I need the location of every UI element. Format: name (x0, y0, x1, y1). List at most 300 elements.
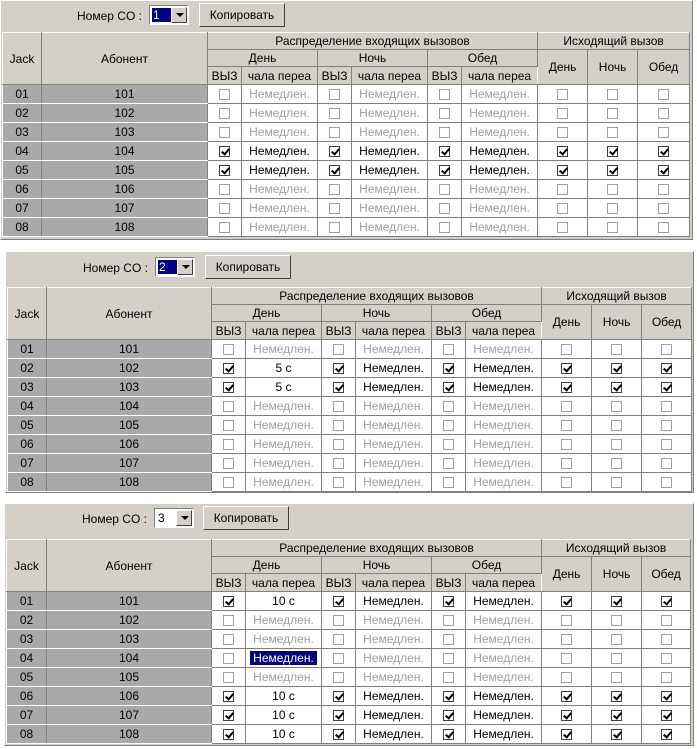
night-delay-value[interactable]: Немедлен. (363, 689, 424, 703)
lunch-vyz-cell (428, 85, 462, 104)
out-night-checkbox[interactable] (611, 615, 622, 626)
out-day-checkbox[interactable] (561, 401, 572, 412)
lunch-vyz-checkbox[interactable] (443, 458, 454, 469)
lunch-delay-value[interactable]: Немедлен. (473, 475, 534, 489)
out-day-checkbox[interactable] (561, 596, 572, 607)
out-lunch-checkbox[interactable] (661, 458, 672, 469)
out-night-cell (592, 416, 642, 435)
night-delay-value[interactable]: Немедлен. (359, 87, 420, 101)
lunch-vyz-cell (432, 630, 466, 649)
lunch-vyz-checkbox[interactable] (439, 203, 450, 214)
out-night-checkbox[interactable] (611, 691, 622, 702)
copy-button[interactable]: Копировать (199, 3, 285, 27)
lunch-delay-value[interactable]: Немедлен. (473, 632, 534, 646)
table-row (3, 218, 690, 237)
day-vyz-checkbox[interactable] (223, 344, 234, 355)
lunch-delay-value[interactable]: Немедлен. (473, 380, 534, 394)
lunch-delay-value[interactable]: Немедлен. (469, 182, 530, 196)
night-vyz-checkbox[interactable] (333, 615, 344, 626)
night-vyz-checkbox[interactable] (333, 477, 344, 488)
out-lunch-checkbox[interactable] (661, 672, 672, 683)
abonent-number: 103 (47, 378, 212, 397)
out-day-checkbox[interactable] (557, 203, 568, 214)
lunch-delay-value[interactable]: Немедлен. (473, 670, 534, 684)
night-vyz-checkbox[interactable] (329, 184, 340, 195)
col-out-day: День (542, 557, 592, 592)
out-lunch-checkbox[interactable] (658, 108, 669, 119)
copy-button[interactable]: Копировать (205, 255, 291, 279)
out-lunch-checkbox[interactable] (661, 653, 672, 664)
night-delay-value[interactable]: Немедлен. (359, 182, 420, 196)
out-lunch-checkbox[interactable] (661, 710, 672, 721)
out-lunch-checkbox[interactable] (658, 203, 669, 214)
day-delay-value[interactable]: Немедлен. (249, 125, 310, 139)
night-vyz-checkbox[interactable] (333, 439, 344, 450)
day-vyz-checkbox[interactable] (223, 420, 234, 431)
out-night-checkbox[interactable] (611, 729, 622, 740)
lunch-vyz-cell (432, 649, 466, 668)
co-panel-3 (4, 503, 694, 746)
lunch-vyz-cell (432, 592, 466, 611)
lunch-vyz-checkbox[interactable] (439, 127, 450, 138)
out-night-checkbox[interactable] (611, 344, 622, 355)
out-night-checkbox[interactable] (607, 184, 618, 195)
night-delay-value[interactable]: Немедлен. (363, 380, 424, 394)
abonent-number: 107 (42, 199, 208, 218)
day-vyz-checkbox[interactable] (223, 615, 234, 626)
day-delay-value[interactable]: 10 с (272, 708, 295, 722)
night-delay-value[interactable]: Немедлен. (363, 708, 424, 722)
out-day-checkbox[interactable] (561, 477, 572, 488)
col-out-night: Ночь (592, 557, 642, 592)
lunch-delay-value[interactable]: Немедлен. (473, 437, 534, 451)
night-delay-value[interactable]: Немедлен. (363, 594, 424, 608)
co-number-select[interactable] (155, 257, 195, 277)
table-row (7, 611, 691, 630)
out-night-checkbox[interactable] (607, 127, 618, 138)
day-delay-value[interactable]: Немедлен. (249, 106, 310, 120)
co-number-select[interactable] (149, 5, 189, 25)
lunch-delay-value[interactable]: Немедлен. (473, 361, 534, 375)
out-lunch-cell (642, 473, 692, 492)
lunch-vyz-checkbox[interactable] (439, 165, 450, 176)
out-lunch-checkbox[interactable] (661, 477, 672, 488)
lunch-delay-value[interactable]: Немедлен. (473, 689, 534, 703)
night-vyz-checkbox[interactable] (333, 729, 344, 740)
day-vyz-checkbox[interactable] (223, 458, 234, 469)
lunch-vyz-checkbox[interactable] (443, 344, 454, 355)
lunch-delay-value[interactable]: Немедлен. (469, 220, 530, 234)
col-night-vyz: ВЫЗ (318, 67, 352, 85)
day-vyz-cell (212, 649, 246, 668)
lunch-delay-value[interactable]: Немедлен. (469, 87, 530, 101)
out-night-checkbox[interactable] (607, 108, 618, 119)
co-number-value: 2 (158, 260, 177, 274)
out-lunch-checkbox[interactable] (658, 146, 669, 157)
col-out-day: День (538, 50, 588, 85)
out-lunch-checkbox[interactable] (661, 382, 672, 393)
day-vyz-checkbox[interactable] (219, 127, 230, 138)
night-delay-value[interactable]: Немедлен. (359, 144, 420, 158)
out-lunch-cell (642, 378, 692, 397)
table-row (7, 592, 691, 611)
day-delay-value[interactable]: Немедлен. (250, 651, 317, 665)
day-delay-value[interactable]: 10 с (272, 689, 295, 703)
out-lunch-cell (642, 359, 692, 378)
col-night-vyz: ВЫЗ (322, 322, 356, 340)
lunch-delay-value[interactable]: Немедлен. (469, 144, 530, 158)
night-delay-value[interactable]: Немедлен. (363, 399, 424, 413)
out-day-checkbox[interactable] (561, 439, 572, 450)
day-vyz-checkbox[interactable] (223, 672, 234, 683)
out-night-checkbox[interactable] (611, 401, 622, 412)
out-night-checkbox[interactable] (611, 634, 622, 645)
out-day-checkbox[interactable] (561, 363, 572, 374)
night-vyz-checkbox[interactable] (333, 458, 344, 469)
out-day-cell (542, 340, 592, 359)
day-vyz-checkbox[interactable] (223, 439, 234, 450)
night-delay-cell (356, 649, 432, 668)
out-day-checkbox[interactable] (561, 672, 572, 683)
out-day-checkbox[interactable] (557, 127, 568, 138)
night-delay-cell (356, 359, 432, 378)
night-vyz-checkbox[interactable] (333, 382, 344, 393)
night-delay-value[interactable]: Немедлен. (363, 475, 424, 489)
day-delay-value[interactable]: Немедлен. (253, 475, 314, 489)
lunch-delay-cell (466, 668, 542, 687)
lunch-delay-value[interactable]: Немедлен. (473, 613, 534, 627)
abonent-number: 107 (47, 706, 212, 725)
copy-button[interactable]: Копировать (203, 506, 289, 530)
lunch-vyz-checkbox[interactable] (443, 672, 454, 683)
out-night-cell (588, 123, 638, 142)
night-delay-value[interactable]: Немедлен. (363, 670, 424, 684)
night-vyz-checkbox[interactable] (333, 401, 344, 412)
out-lunch-checkbox[interactable] (661, 344, 672, 355)
out-night-checkbox[interactable] (611, 672, 622, 683)
night-vyz-checkbox[interactable] (333, 344, 344, 355)
out-night-checkbox[interactable] (611, 382, 622, 393)
out-day-cell (538, 104, 588, 123)
lunch-vyz-checkbox[interactable] (443, 691, 454, 702)
lunch-vyz-cell (432, 473, 466, 492)
out-lunch-cell (642, 706, 691, 725)
out-day-checkbox[interactable] (561, 382, 572, 393)
out-lunch-cell (642, 630, 691, 649)
day-vyz-checkbox[interactable] (223, 382, 234, 393)
night-delay-value[interactable]: Немедлен. (363, 437, 424, 451)
lunch-vyz-checkbox[interactable] (439, 222, 450, 233)
day-delay-value[interactable]: Немедлен. (249, 144, 310, 158)
lunch-vyz-checkbox[interactable] (443, 710, 454, 721)
out-day-checkbox[interactable] (557, 108, 568, 119)
day-delay-value[interactable]: 5 с (275, 361, 292, 375)
out-night-checkbox[interactable] (607, 222, 618, 233)
day-vyz-checkbox[interactable] (219, 146, 230, 157)
co-number-select[interactable] (154, 508, 194, 528)
night-delay-value[interactable]: Немедлен. (359, 106, 420, 120)
night-delay-value[interactable]: Немедлен. (359, 220, 420, 234)
out-day-checkbox[interactable] (561, 710, 572, 721)
lunch-vyz-checkbox[interactable] (443, 729, 454, 740)
night-delay-value[interactable]: Немедлен. (363, 342, 424, 356)
day-vyz-checkbox[interactable] (219, 165, 230, 176)
abonent-number: 104 (47, 649, 212, 668)
jack-number: 01 (7, 592, 47, 611)
col-abonent: Абонент (42, 33, 208, 85)
abonent-number: 106 (47, 435, 212, 454)
night-vyz-cell (318, 161, 352, 180)
day-delay-value[interactable]: Немедлен. (249, 87, 310, 101)
out-day-checkbox[interactable] (561, 420, 572, 431)
chevron-down-icon[interactable] (171, 7, 187, 23)
lunch-vyz-checkbox[interactable] (443, 615, 454, 626)
chevron-down-icon[interactable] (176, 510, 192, 526)
out-lunch-cell (642, 454, 692, 473)
day-delay-cell (242, 142, 318, 161)
out-night-checkbox[interactable] (611, 477, 622, 488)
lunch-delay-value[interactable]: Немедлен. (469, 201, 530, 215)
out-day-checkbox[interactable] (561, 615, 572, 626)
night-vyz-checkbox[interactable] (329, 127, 340, 138)
out-lunch-checkbox[interactable] (661, 420, 672, 431)
day-delay-value[interactable]: Немедлен. (253, 342, 314, 356)
night-delay-value[interactable]: Немедлен. (359, 125, 420, 139)
lunch-delay-value[interactable]: Немедлен. (473, 594, 534, 608)
day-vyz-cell (212, 706, 246, 725)
day-delay-value[interactable]: Немедлен. (249, 182, 310, 196)
lunch-delay-cell (462, 104, 538, 123)
lunch-delay-cell (462, 199, 538, 218)
lunch-delay-value[interactable]: Немедлен. (473, 456, 534, 470)
night-delay-value[interactable]: Немедлен. (363, 727, 424, 741)
night-delay-cell (356, 592, 432, 611)
out-night-checkbox[interactable] (611, 653, 622, 664)
out-lunch-checkbox[interactable] (661, 634, 672, 645)
night-vyz-checkbox[interactable] (329, 146, 340, 157)
out-night-checkbox[interactable] (611, 596, 622, 607)
lunch-vyz-checkbox[interactable] (443, 634, 454, 645)
night-delay-value[interactable]: Немедлен. (363, 361, 424, 375)
day-delay-value[interactable]: Немедлен. (249, 201, 310, 215)
out-day-checkbox[interactable] (561, 729, 572, 740)
day-vyz-checkbox[interactable] (223, 653, 234, 664)
day-vyz-cell (208, 180, 242, 199)
day-vyz-checkbox[interactable] (219, 222, 230, 233)
lunch-delay-value[interactable]: Немедлен. (473, 727, 534, 741)
lunch-delay-value[interactable]: Немедлен. (473, 708, 534, 722)
night-delay-cell (356, 454, 432, 473)
out-night-checkbox[interactable] (611, 458, 622, 469)
day-delay-value[interactable]: Немедлен. (253, 399, 314, 413)
out-lunch-checkbox[interactable] (658, 222, 669, 233)
out-night-checkbox[interactable] (607, 165, 618, 176)
lunch-delay-cell (466, 397, 542, 416)
day-delay-value[interactable]: Немедлен. (249, 163, 310, 177)
lunch-delay-value[interactable]: Немедлен. (473, 342, 534, 356)
out-lunch-checkbox[interactable] (661, 615, 672, 626)
out-day-checkbox[interactable] (561, 344, 572, 355)
night-delay-value[interactable]: Немедлен. (363, 651, 424, 665)
out-night-checkbox[interactable] (611, 420, 622, 431)
night-delay-value[interactable]: Немедлен. (363, 613, 424, 627)
day-vyz-checkbox[interactable] (223, 634, 234, 645)
day-vyz-checkbox[interactable] (219, 89, 230, 100)
day-delay-value[interactable]: 5 с (275, 380, 292, 394)
out-day-checkbox[interactable] (557, 165, 568, 176)
lunch-vyz-checkbox[interactable] (439, 146, 450, 157)
table-row (3, 85, 690, 104)
out-lunch-checkbox[interactable] (658, 184, 669, 195)
jack-number: 04 (8, 397, 47, 416)
lunch-delay-value[interactable]: Немедлен. (473, 399, 534, 413)
lunch-vyz-checkbox[interactable] (443, 401, 454, 412)
sub-night: Ночь (318, 50, 428, 67)
out-day-checkbox[interactable] (557, 184, 568, 195)
night-vyz-checkbox[interactable] (329, 108, 340, 119)
out-lunch-checkbox[interactable] (658, 89, 669, 100)
night-vyz-checkbox[interactable] (333, 420, 344, 431)
jack-number: 01 (3, 85, 42, 104)
out-day-checkbox[interactable] (557, 146, 568, 157)
lunch-delay-cell (462, 142, 538, 161)
lunch-vyz-checkbox[interactable] (443, 439, 454, 450)
lunch-vyz-cell (428, 104, 462, 123)
day-vyz-checkbox[interactable] (223, 363, 234, 374)
lunch-vyz-checkbox[interactable] (439, 108, 450, 119)
night-vyz-checkbox[interactable] (333, 634, 344, 645)
night-delay-cell (356, 378, 432, 397)
lunch-vyz-cell (432, 378, 466, 397)
day-vyz-checkbox[interactable] (219, 203, 230, 214)
lunch-delay-value[interactable]: Немедлен. (469, 106, 530, 120)
lunch-delay-cell (462, 218, 538, 237)
day-delay-value[interactable]: Немедлен. (253, 437, 314, 451)
col-lunch-vyz: ВЫЗ (432, 574, 466, 592)
out-day-checkbox[interactable] (561, 634, 572, 645)
day-vyz-checkbox[interactable] (223, 691, 234, 702)
day-vyz-checkbox[interactable] (223, 477, 234, 488)
night-vyz-checkbox[interactable] (329, 203, 340, 214)
lunch-vyz-checkbox[interactable] (443, 477, 454, 488)
out-lunch-checkbox[interactable] (661, 729, 672, 740)
night-delay-value[interactable]: Немедлен. (363, 456, 424, 470)
night-vyz-checkbox[interactable] (333, 691, 344, 702)
night-vyz-checkbox[interactable] (329, 222, 340, 233)
lunch-delay-value[interactable]: Немедлен. (473, 418, 534, 432)
out-day-cell (542, 611, 592, 630)
jack-number: 03 (7, 630, 47, 649)
out-lunch-cell (642, 435, 692, 454)
night-delay-value[interactable]: Немедлен. (363, 632, 424, 646)
sub-night: Ночь (322, 557, 432, 574)
out-lunch-cell (642, 649, 691, 668)
day-vyz-cell (212, 611, 246, 630)
day-vyz-cell (212, 435, 246, 454)
lunch-vyz-checkbox[interactable] (439, 89, 450, 100)
night-vyz-checkbox[interactable] (329, 89, 340, 100)
day-delay-value[interactable]: Немедлен. (253, 456, 314, 470)
out-day-cell (542, 397, 592, 416)
out-lunch-checkbox[interactable] (661, 439, 672, 450)
out-day-checkbox[interactable] (561, 458, 572, 469)
night-delay-value[interactable]: Немедлен. (363, 418, 424, 432)
lunch-delay-value[interactable]: Немедлен. (469, 163, 530, 177)
lunch-delay-cell (462, 123, 538, 142)
day-vyz-checkbox[interactable] (219, 184, 230, 195)
day-delay-value[interactable]: Немедлен. (253, 670, 314, 684)
out-lunch-checkbox[interactable] (661, 401, 672, 412)
chevron-down-icon[interactable] (177, 259, 193, 275)
day-vyz-checkbox[interactable] (223, 401, 234, 412)
out-day-cell (542, 473, 592, 492)
night-vyz-checkbox[interactable] (333, 653, 344, 664)
jack-number: 06 (7, 687, 47, 706)
out-night-checkbox[interactable] (611, 439, 622, 450)
night-vyz-cell (322, 649, 356, 668)
day-delay-value[interactable]: 10 с (272, 594, 295, 608)
lunch-delay-value[interactable]: Немедлен. (473, 651, 534, 665)
out-day-checkbox[interactable] (561, 691, 572, 702)
out-night-checkbox[interactable] (607, 146, 618, 157)
night-vyz-checkbox[interactable] (333, 672, 344, 683)
lunch-vyz-checkbox[interactable] (443, 420, 454, 431)
night-vyz-cell (318, 199, 352, 218)
out-lunch-checkbox[interactable] (661, 691, 672, 702)
day-delay-value[interactable]: Немедлен. (253, 632, 314, 646)
day-delay-value[interactable]: 10 с (272, 727, 295, 741)
day-vyz-cell (208, 161, 242, 180)
jack-number: 04 (3, 142, 42, 161)
out-day-checkbox[interactable] (557, 222, 568, 233)
out-lunch-checkbox[interactable] (658, 127, 669, 138)
out-night-checkbox[interactable] (611, 710, 622, 721)
night-vyz-checkbox[interactable] (333, 596, 344, 607)
night-delay-value[interactable]: Немедлен. (359, 163, 420, 177)
day-vyz-checkbox[interactable] (223, 710, 234, 721)
night-delay-value[interactable]: Немедлен. (359, 201, 420, 215)
night-vyz-checkbox[interactable] (333, 363, 344, 374)
day-delay-value[interactable]: Немедлен. (253, 418, 314, 432)
day-delay-value[interactable]: Немедлен. (249, 220, 310, 234)
lunch-delay-value[interactable]: Немедлен. (469, 125, 530, 139)
day-vyz-checkbox[interactable] (219, 108, 230, 119)
day-delay-cell (246, 630, 322, 649)
day-vyz-checkbox[interactable] (223, 596, 234, 607)
lunch-vyz-checkbox[interactable] (443, 382, 454, 393)
day-vyz-checkbox[interactable] (223, 729, 234, 740)
lunch-vyz-checkbox[interactable] (443, 596, 454, 607)
out-day-checkbox[interactable] (557, 89, 568, 100)
out-night-checkbox[interactable] (607, 203, 618, 214)
lunch-vyz-checkbox[interactable] (443, 653, 454, 664)
out-lunch-checkbox[interactable] (661, 596, 672, 607)
out-night-checkbox[interactable] (607, 89, 618, 100)
out-day-checkbox[interactable] (561, 653, 572, 664)
day-vyz-cell (212, 340, 246, 359)
col-night-vyz: ВЫЗ (322, 574, 356, 592)
night-vyz-checkbox[interactable] (329, 165, 340, 176)
out-lunch-checkbox[interactable] (661, 363, 672, 374)
lunch-vyz-checkbox[interactable] (443, 363, 454, 374)
lunch-vyz-checkbox[interactable] (439, 184, 450, 195)
day-delay-value[interactable]: Немедлен. (253, 613, 314, 627)
night-delay-cell (356, 687, 432, 706)
out-night-checkbox[interactable] (611, 363, 622, 374)
night-vyz-checkbox[interactable] (333, 710, 344, 721)
out-lunch-checkbox[interactable] (658, 165, 669, 176)
col-day-delay: чала переа (246, 322, 322, 340)
